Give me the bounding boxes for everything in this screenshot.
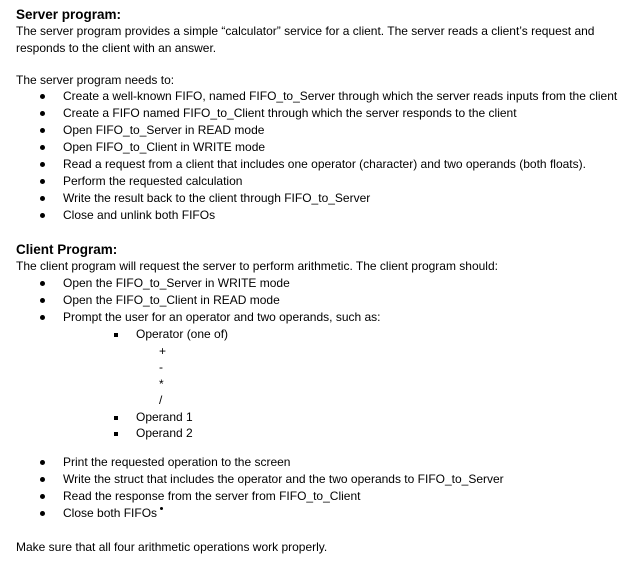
- bullet-icon: [40, 281, 45, 286]
- operand-sublist: [16, 409, 631, 442]
- spacer: [16, 442, 631, 454]
- bullet-icon: [40, 94, 45, 99]
- client-steps-list-continued: [16, 454, 631, 522]
- list-item: Close both FIFOs: [16, 505, 631, 522]
- bullet-icon: [40, 128, 45, 133]
- server-steps-list: [16, 88, 631, 224]
- list-item: Perform the requested calculation: [16, 173, 631, 190]
- bullet-icon: [40, 179, 45, 184]
- bullet-icon: [40, 162, 45, 167]
- list-item: Close and unlink both FIFOs: [16, 207, 631, 224]
- list-item: Create a FIFO named FIFO_to_Client through which the server responds to the client: [16, 105, 631, 122]
- footnote-dot-icon: [160, 507, 163, 510]
- square-bullet-icon: [114, 432, 118, 436]
- bullet-icon: [40, 494, 45, 499]
- list-item: Print the requested operation to the screen: [16, 454, 631, 471]
- bullet-icon: [40, 298, 45, 303]
- bullet-icon: [40, 315, 45, 320]
- operator-plus: +: [159, 343, 167, 358]
- server-intro-line-2: responds to the client with an answer.: [16, 40, 217, 55]
- list-item: Operand 2: [16, 425, 631, 442]
- bullet-icon: [40, 145, 45, 150]
- list-item: Prompt the user for an operator and two operands, such as:: [16, 309, 631, 326]
- server-intro-line-1: The server program provides a simple “calculator” service for a client. The server reads a client’s request and: [16, 24, 595, 38]
- list-item: Open FIFO_to_Server in READ mode: [16, 122, 631, 139]
- server-heading: Server program:: [16, 7, 122, 22]
- square-bullet-icon: [114, 416, 118, 420]
- client-steps-list: [16, 275, 631, 326]
- square-bullet-icon: [114, 333, 118, 337]
- list-item: Open the FIFO_to_Server in WRITE mode: [16, 275, 631, 292]
- list-item: Read a request from a client that includes one operator (character) and two operands (both floats).: [16, 156, 631, 173]
- list-item: Open FIFO_to_Client in WRITE mode: [16, 139, 631, 156]
- bullet-icon: [40, 111, 45, 116]
- spacer: [16, 522, 631, 539]
- prompt-sublist: [16, 326, 631, 343]
- list-item: Write the result back to the client through FIFO_to_Server: [16, 190, 631, 207]
- spacer: [16, 224, 631, 241]
- list-item: Operand 1: [16, 409, 631, 426]
- server-intro: [16, 23, 631, 57]
- list-item: Open the FIFO_to_Client in READ mode: [16, 292, 631, 309]
- bullet-icon: [40, 196, 45, 201]
- list-item: Read the response from the server from FIFO_to_Client: [16, 488, 631, 505]
- operator-divide: /: [159, 393, 163, 408]
- list-item: Create a well-known FIFO, named FIFO_to_Server through which the server reads inputs from the client: [16, 88, 631, 105]
- server-needs-label: The server program needs to:: [16, 72, 175, 87]
- operator-minus: -: [159, 360, 163, 375]
- operator-multiply: *: [159, 376, 164, 391]
- spacer: [16, 57, 631, 72]
- bullet-icon: [40, 477, 45, 482]
- operator-list: [16, 343, 631, 409]
- closing-note: Make sure that all four arithmetic operations work properly.: [16, 539, 328, 554]
- bullet-icon: [40, 213, 45, 218]
- client-heading: Client Program:: [16, 242, 118, 258]
- client-intro: The client program will request the server to perform arithmetic. The client program should:: [16, 259, 498, 274]
- assignment-document: [16, 6, 631, 555]
- list-item: Operator (one of): [16, 326, 631, 343]
- bullet-icon: [40, 511, 45, 516]
- bullet-icon: [40, 460, 45, 465]
- list-item: Write the struct that includes the operator and the two operands to FIFO_to_Server: [16, 471, 631, 488]
